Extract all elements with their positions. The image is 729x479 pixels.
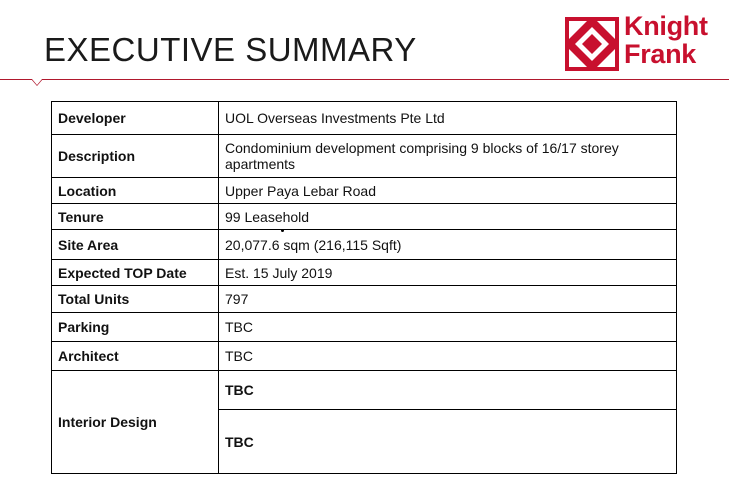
table-row [52,342,677,371]
table-row [52,135,677,178]
table-row [52,313,677,342]
table-row [52,286,677,313]
row-value: UOL Overseas Investments Pte Ltd [219,102,677,135]
row-value: TBC [219,313,677,342]
knight-frank-logo [565,13,725,71]
knight-frank-diamond-icon [565,17,619,71]
row-value: TBC [219,410,677,474]
row-value: 20,077.6 sqm (216,115 Sqft) [219,230,677,260]
brand-wordmark [624,13,708,69]
row-value: TBC [219,371,677,410]
row-label: Description [52,135,219,178]
brand-line-2: Frank [624,39,697,69]
summary-table [51,101,677,474]
table-row [52,204,677,230]
row-value: 797 [219,286,677,313]
row-label: Developer [52,102,219,135]
table-row [52,102,677,135]
row-label: Parking [52,313,219,342]
page-title: EXECUTIVE SUMMARY [44,31,417,68]
table-row [52,371,677,410]
row-label: Location [52,178,219,204]
table-row [52,230,677,260]
row-label: Interior Design [52,371,219,474]
stray-dot [281,229,284,232]
row-value: TBC [219,342,677,371]
row-label: Tenure [52,204,219,230]
header-divider [0,79,729,80]
brand-line-1: Knight [624,11,708,41]
row-label: Total Units [52,286,219,313]
row-label: Architect [52,342,219,371]
row-value: Condominium development comprising 9 blocks of 16/17 storey apartments [219,135,677,178]
table-row [52,178,677,204]
table-row [52,260,677,286]
row-value: Upper Paya Lebar Road [219,178,677,204]
row-value: 99 Leasehold [219,204,677,230]
row-label: Expected TOP Date [52,260,219,286]
row-label: Site Area [52,230,219,260]
row-value: Est. 15 July 2019 [219,260,677,286]
